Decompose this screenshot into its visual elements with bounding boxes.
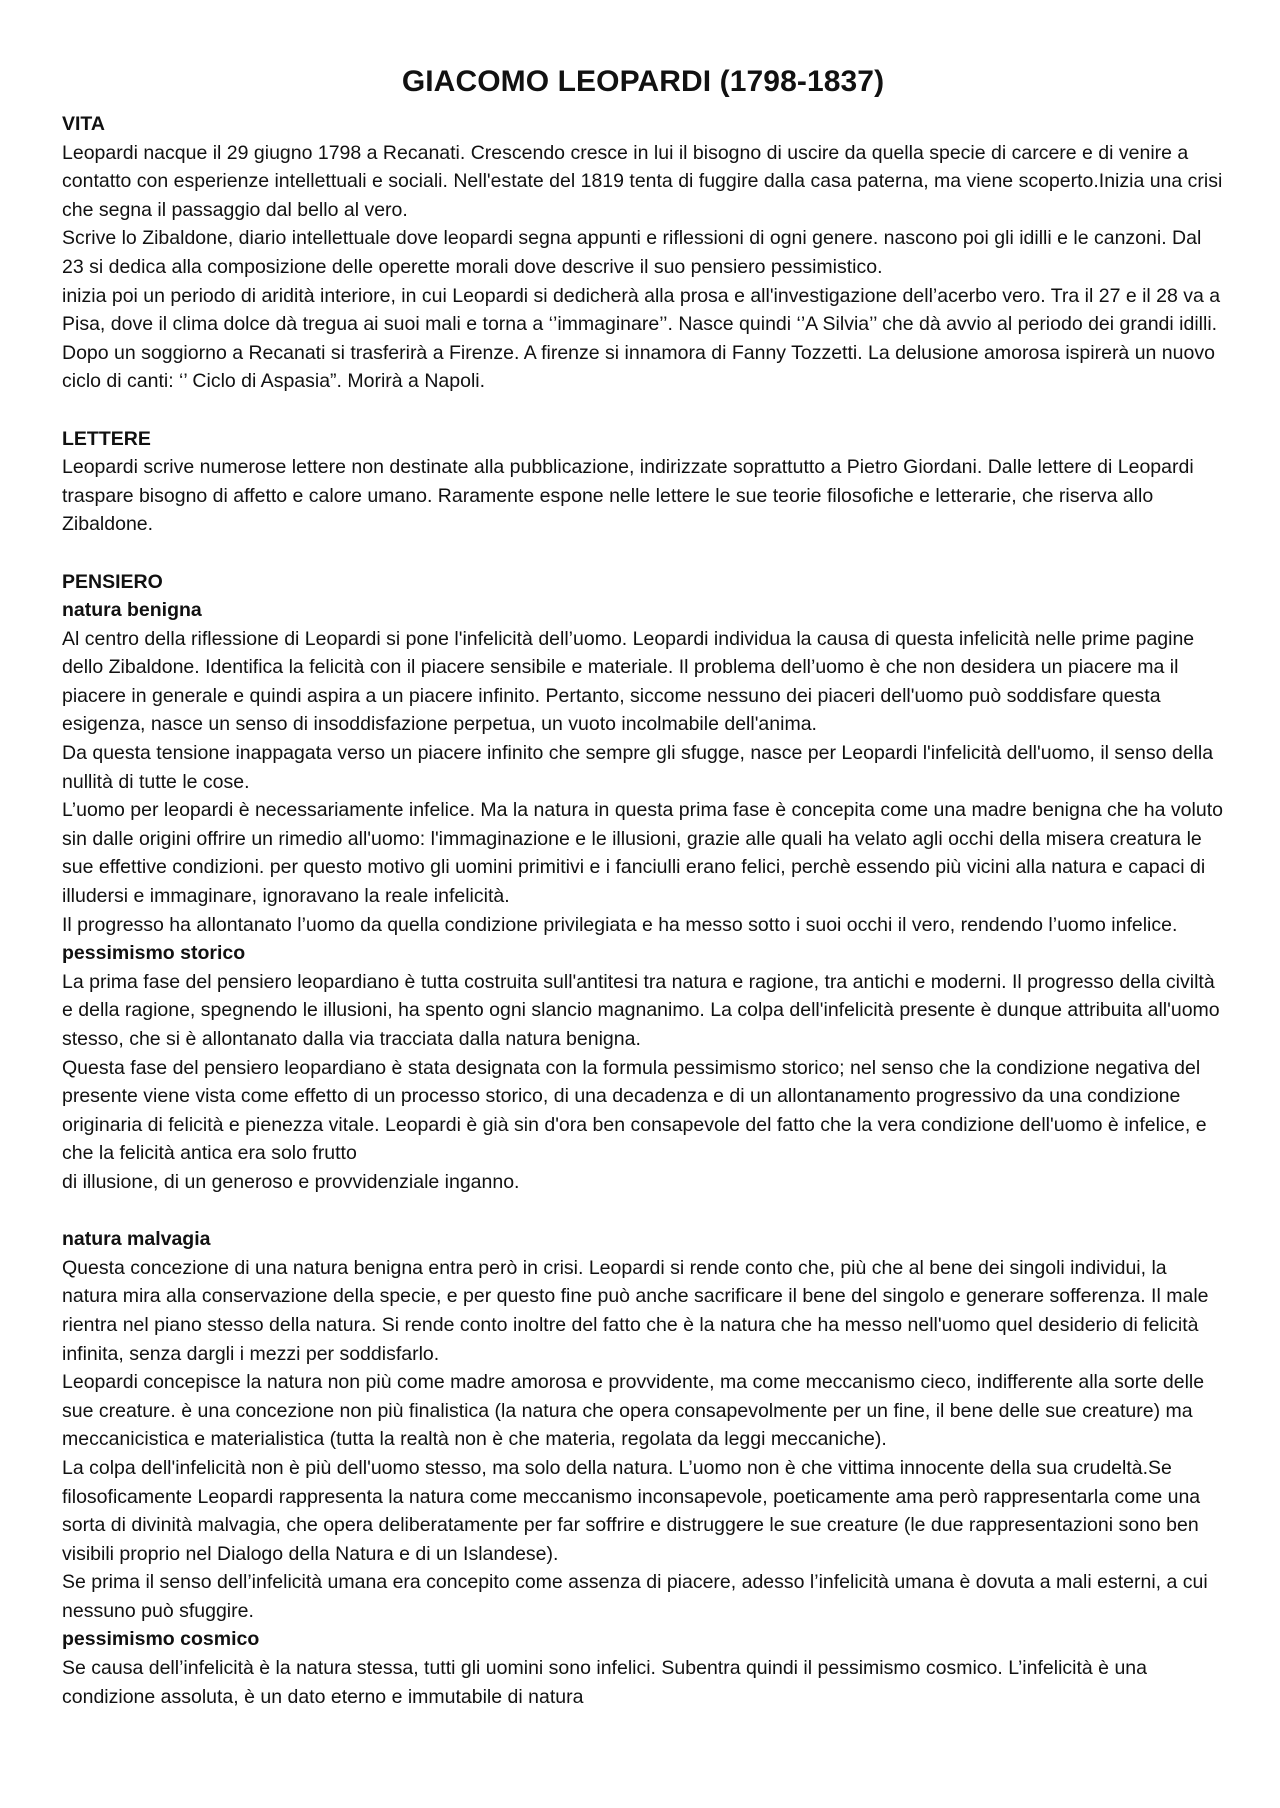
section-heading-pensiero: PENSIERO	[62, 570, 163, 593]
spacer	[62, 539, 1224, 568]
subheading-pessimismo-cosmico: pessimismo cosmico	[62, 1628, 260, 1651]
spacer	[62, 1197, 1224, 1226]
section-pensiero	[62, 568, 1224, 1712]
section-vita	[62, 110, 1224, 396]
paragraph: Leopardi scrive numerose lettere non destinate alla pubblicazione, indirizzate soprattutto a Pietro Giordani. Dalle lettere di Leopardi traspare bisogno di affetto e calore umano. Raramente espone nelle lettere le sue teorie filosofiche e letterarie, che riserva allo Zibaldone.	[62, 456, 1194, 536]
subheading-pessimismo-storico: pessimismo storico	[62, 942, 246, 965]
paragraph: Scrive lo Zibaldone, diario intellettuale dove leopardi segna appunti e riflessioni di ogni genere. nascono poi gli idilli e le canzoni. Dal 23 si dedica alla composizione delle operette morali dove descrive il suo pensiero pessimistico.	[62, 227, 1202, 278]
paragraph: inizia poi un periodo di aridità interiore, in cui Leopardi si dedicherà alla prosa e all'investigazione dell’acerbo vero. Tra il 27 e il 28 va a Pisa, dove il clima dolce dà tregua ai suoi mali e torna a ‘’immaginare’’. Nasce quindi ‘’A Silvia’’ che dà avvio al periodo dei grandi idilli. Dopo un soggiorno a Recanati si trasferirà a Firenze. A firenze si innamora di Fanny Tozzetti. La delusione amorosa ispirerà un nuovo ciclo di canti: ‘’ Ciclo di Aspasia”. Morirà a Napoli.	[62, 284, 1221, 393]
paragraph: Da questa tensione inappagata verso un piacere infinito che sempre gli sfugge, nasce per Leopardi l'infelicità dell'uomo, il senso della nullità di tutte le cose.	[62, 742, 1214, 793]
paragraph: Se causa dell’infelicità è la natura stessa, tutti gli uomini sono infelici. Subentra quindi il pessimismo cosmico. L’infelicità è una condizione assoluta, è un dato eterno e immutabile di natura	[62, 1657, 1147, 1708]
section-heading-lettere: LETTERE	[62, 427, 151, 450]
subheading-natura-benigna: natura benigna	[62, 599, 202, 622]
paragraph: Questa fase del pensiero leopardiano è stata designata con la formula pessimismo storico; nel senso che la condizione negativa del presente viene vista come effetto di un processo storico, di una decadenza e di un allontanamento progressivo da una condizione originaria di felicità e pienezza vitale. Leopardi è già sin d'ora ben consapevole del fatto che la vera condizione dell'uomo è infelice, e che la felicità antica era solo frutto	[62, 1056, 1207, 1165]
paragraph: La colpa dell'infelicità non è più dell'uomo stesso, ma solo della natura. L’uomo non è che vittima innocente della sua crudeltà.Se filosoficamente Leopardi rappresenta la natura come meccanismo inconsapevole, poeticamente ama però rappresentarla come una sorta di divinità malvagia, che opera deliberatamente per far soffrire e distruggere le sue creature (le due rappresentazioni sono ben visibili proprio nel Dialogo della Natura e di un Islandese).	[62, 1456, 1201, 1565]
spacer	[62, 396, 1224, 425]
section-lettere	[62, 425, 1224, 539]
paragraph: L’uomo per leopardi è necessariamente infelice. Ma la natura in questa prima fase è concepita come una madre benigna che ha voluto sin dalle origini offrire un rimedio all'uomo: l'immaginazione e le illusioni, grazie alle quali ha velato agli occhi della misera creatura le sue effettive condizioni. per questo motivo gli uomini primitivi e i fanciulli erano felici, perchè essendo più vicini alla natura e capaci di illudersi e immaginare, ignoravano la reale infelicità.	[62, 799, 1223, 908]
section-heading-vita: VITA	[62, 113, 105, 135]
paragraph: Al centro della riflessione di Leopardi si pone l'infelicità dell’uomo. Leopardi individua la causa di questa infelicità nelle prime pagine dello Zibaldone. Identifica la felicità con il piacere sensibile e materiale. Il problema dell’uomo è che non desidera un piacere ma il piacere in generale e quindi aspira a un piacere infinito. Pertanto, siccome nessuno dei piaceri dell'uomo può soddisfare questa esigenza, nasce un senso di insoddisfazione perpetua, un vuoto incolmabile dell'anima.	[62, 627, 1195, 736]
paragraph: Questa concezione di una natura benigna entra però in crisi. Leopardi si rende conto che, più che al bene dei singoli individui, la natura mira alla conservazione della specie, e per questo fine può anche sacrificare il bene del singolo e generare sofferenza. Il male rientra nel piano stesso della natura. Si rende conto inoltre del fatto che è la natura che ha messo nell'uomo quel desiderio di felicità infinita, senza dargli i mezzi per soddisfarlo.	[62, 1256, 1209, 1365]
paragraph: di illusione, di un generoso e provvidenziale inganno.	[62, 1170, 520, 1193]
paragraph: Leopardi concepisce la natura non più come madre amorosa e provvidente, ma come meccanismo cieco, indifferente alla sorte delle sue creature. è una concezione non più finalistica (la natura che opera consapevolmente per un fine, il bene delle sue creature) ma meccanicistica e materialistica (tutta la realtà non è che materia, regolata da leggi meccaniche).	[62, 1371, 1205, 1451]
paragraph: La prima fase del pensiero leopardiano è tutta costruita sull'antitesi tra natura e ragione, tra antichi e moderni. Il progresso della civiltà e della ragione, spegnendo le illusioni, ha spento ogni slancio magnanimo. La colpa dell'infelicità presente è dunque attribuita all'uomo stesso, che si è allontanato dalla via tracciata dalla natura benigna.	[62, 970, 1220, 1050]
paragraph: Leopardi nacque il 29 giugno 1798 a Recanati. Crescendo cresce in lui il bisogno di uscire da quella specie di carcere e di venire a contatto con esperienze intellettuali e sociali. Nell'estate del 1819 tenta di fuggire dalla casa paterna, ma viene scoperto.Inizia una crisi che segna il passaggio dal bello al vero.	[62, 141, 1223, 221]
paragraph: Il progresso ha allontanato l’uomo da quella condizione privilegiata e ha messo sotto i suoi occhi il vero, rendendo l’uomo infelice.	[62, 913, 1178, 936]
paragraph: Se prima il senso dell’infelicità umana era concepito come assenza di piacere, adesso l’infelicità umana è dovuta a mali esterni, a cui nessuno può sfuggire.	[62, 1571, 1208, 1622]
subheading-natura-malvagia: natura malvagia	[62, 1228, 211, 1251]
page-title: GIACOMO LEOPARDI (1798-1837)	[401, 65, 885, 98]
